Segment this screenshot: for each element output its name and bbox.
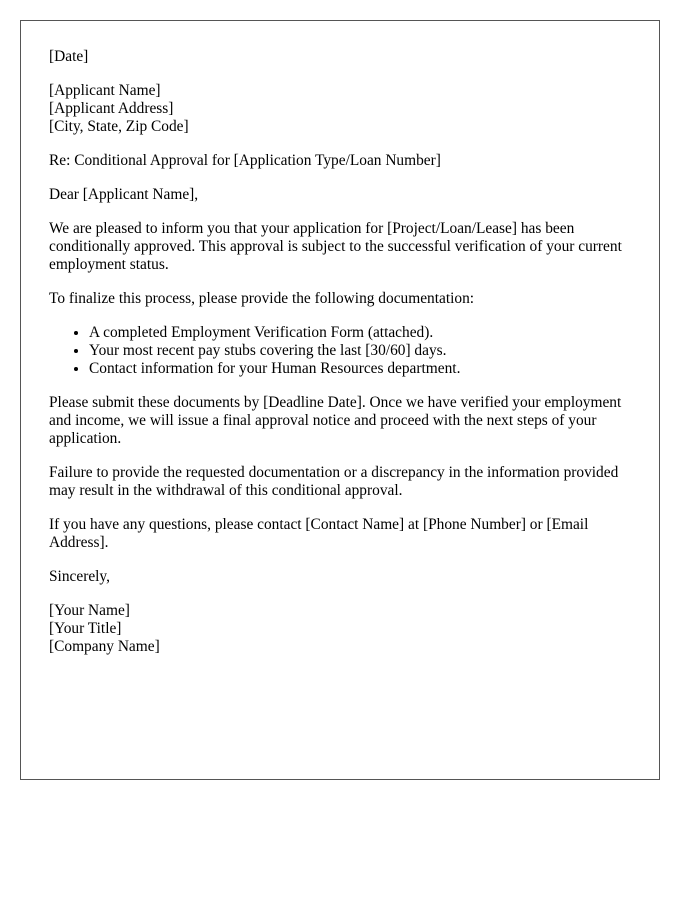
recipient-address: [Applicant Address] <box>49 100 174 117</box>
recipient-city-state-zip: [City, State, Zip Code] <box>49 118 189 135</box>
signature-title: [Your Title] <box>49 620 122 637</box>
list-item: • Your most recent pay stubs covering the last [30/60] days. <box>89 342 631 360</box>
signature-block <box>49 602 631 656</box>
signature-name: [Your Name] <box>49 602 130 619</box>
recipient-block <box>49 82 631 136</box>
list-item: • A completed Employment Verification Form (attached). <box>89 324 631 342</box>
subject-line: Re: Conditional Approval for [Application Type/Loan Number] <box>49 152 441 169</box>
deadline-paragraph: Please submit these documents by [Deadline Date]. Once we have verified your employment and income, we will issue a final approval notice and proceed with the next steps of your application. <box>49 394 622 447</box>
documentation-intro: To finalize this process, please provide the following documentation: <box>49 290 475 307</box>
letter-date: [Date] <box>49 48 89 65</box>
withdrawal-paragraph: Failure to provide the requested documentation or a discrepancy in the information provided may result in the withdrawal of this conditional approval. <box>49 464 619 499</box>
approval-paragraph: We are pleased to inform you that your application for [Project/Loan/Lease] has been conditionally approved. This approval is subject to the successful verification of your current employment status. <box>49 220 622 273</box>
recipient-name: [Applicant Name] <box>49 82 161 99</box>
salutation: Dear [Applicant Name], <box>49 186 199 203</box>
signature-company: [Company Name] <box>49 638 160 655</box>
letter-page <box>20 20 660 780</box>
valediction: Sincerely, <box>49 568 110 585</box>
list-item: • Contact information for your Human Resources department. <box>89 360 631 378</box>
documents-list <box>49 324 631 378</box>
contact-paragraph: If you have any questions, please contact [Contact Name] at [Phone Number] or [Email Address]. <box>49 516 589 551</box>
